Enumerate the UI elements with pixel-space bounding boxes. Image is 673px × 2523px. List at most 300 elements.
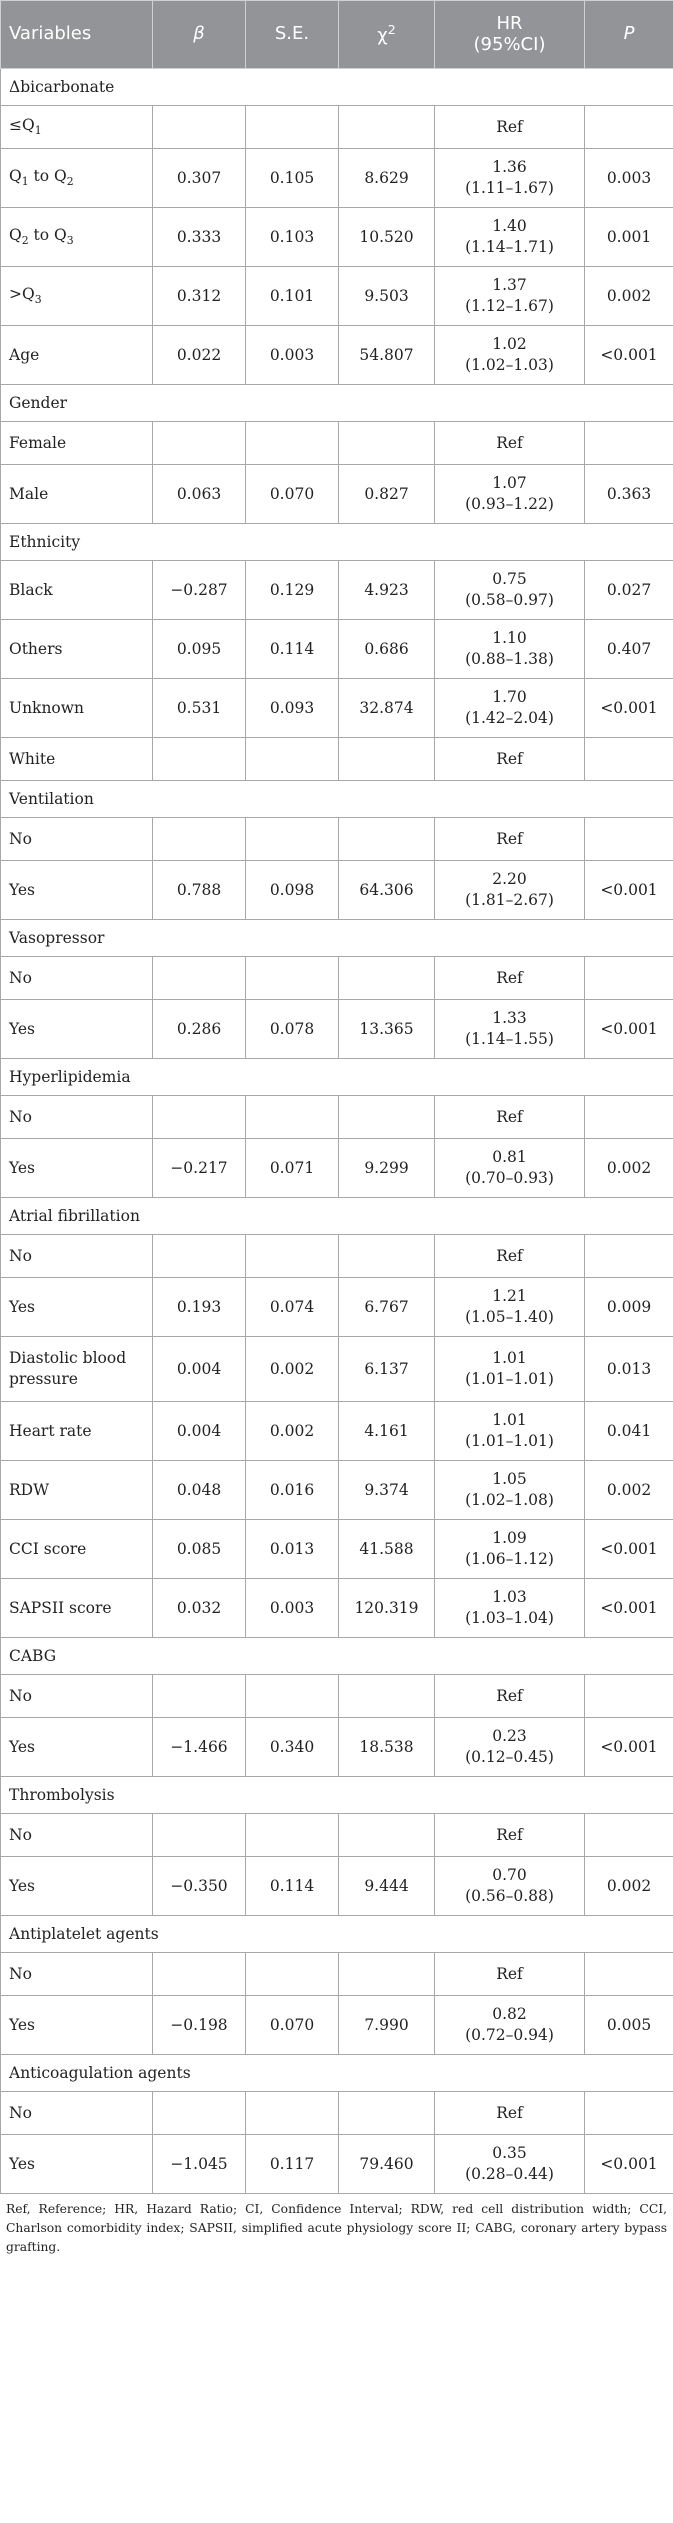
row-label: Yes [1,861,153,920]
hr-cell [435,1953,585,1996]
section-row [1,1777,673,1814]
hr-ci: (1.81–2.67) [465,891,554,909]
chi2-cell [339,957,435,1000]
table-row [1,1814,673,1857]
chi2-cell: 8.629 [339,149,435,208]
beta-cell [153,1814,246,1857]
table-row [1,106,673,149]
se-cell: 0.003 [246,326,339,385]
hr-ci: (1.05–1.40) [465,1308,554,1326]
hr-value: 1.70 [492,688,527,707]
se-cell [246,1953,339,1996]
chi2-cell: 7.990 [339,1996,435,2055]
chi2-cell: 32.874 [339,679,435,738]
section-label: Thrombolysis [1,1777,673,1814]
table-row [1,422,673,465]
section-label: Δbicarbonate [1,69,673,106]
se-cell [246,1675,339,1718]
row-label: No [1,957,153,1000]
hr-cell [435,465,585,524]
section-row [1,1198,673,1235]
chi2-cell: 9.299 [339,1139,435,1198]
hr-value: 0.23 [492,1727,527,1746]
se-cell [246,818,339,861]
hr-cell [435,1000,585,1059]
hr-value: 0.70 [492,1866,527,1885]
hr-cell [435,1857,585,1916]
hr-value: 0.35 [492,2144,527,2163]
chi2-cell [339,1235,435,1278]
se-cell: 0.117 [246,2135,339,2194]
beta-cell: 0.286 [153,1000,246,1059]
hr-value: Ref [496,829,523,848]
beta-cell: 0.788 [153,861,246,920]
p-cell: 0.013 [585,1337,673,1402]
hr-value: 0.75 [492,570,527,589]
chi2-cell: 120.319 [339,1579,435,1638]
header-chi-exponent: 2 [387,21,396,37]
hr-ci: (0.12–0.45) [465,1748,554,1766]
section-label: Atrial fibrillation [1,1198,673,1235]
beta-cell: −0.217 [153,1139,246,1198]
p-cell: <0.001 [585,1000,673,1059]
hr-value: Ref [496,1964,523,1983]
hr-value: Ref [496,117,523,136]
hr-ci: (1.02–1.08) [465,1491,554,1509]
hr-ci: (1.02–1.03) [465,356,554,374]
section-row [1,1916,673,1953]
hr-ci: (0.58–0.97) [465,591,554,609]
hr-cell [435,738,585,781]
table-row [1,1996,673,2055]
p-cell: 0.005 [585,1996,673,2055]
hr-cell [435,1996,585,2055]
hr-cell [435,1096,585,1139]
section-label: Vasopressor [1,920,673,957]
chi2-cell: 6.137 [339,1337,435,1402]
hr-value: 1.02 [492,335,527,354]
p-cell: 0.002 [585,1461,673,1520]
header-variables: Variables [1,1,153,69]
chi2-cell: 9.374 [339,1461,435,1520]
se-cell: 0.074 [246,1278,339,1337]
header-hr [435,1,585,69]
se-cell: 0.101 [246,267,339,326]
hr-ci: (0.88–1.38) [465,650,554,668]
header-beta: β [153,1,246,69]
p-cell [585,738,673,781]
beta-cell: 0.085 [153,1520,246,1579]
table-row [1,957,673,1000]
p-cell: 0.001 [585,208,673,267]
hr-value: Ref [496,749,523,768]
se-cell [246,2092,339,2135]
p-cell: 0.407 [585,620,673,679]
hr-cell [435,1337,585,1402]
table-row [1,1461,673,1520]
chi2-cell [339,1096,435,1139]
hr-value: Ref [496,2103,523,2122]
chi2-cell: 6.767 [339,1278,435,1337]
hr-value: Ref [496,968,523,987]
hr-ci: (1.12–1.67) [465,297,554,315]
table-row [1,1520,673,1579]
p-cell: <0.001 [585,326,673,385]
beta-cell: 0.193 [153,1278,246,1337]
table-row [1,267,673,326]
table-row [1,861,673,920]
row-label: Yes [1,1996,153,2055]
chi2-cell: 9.503 [339,267,435,326]
p-cell: 0.002 [585,1857,673,1916]
beta-cell: 0.022 [153,326,246,385]
row-label: Female [1,422,153,465]
section-label: Ventilation [1,781,673,818]
hr-cell [435,1139,585,1198]
table-row [1,1000,673,1059]
row-label: Age [1,326,153,385]
section-row [1,1638,673,1675]
beta-cell [153,106,246,149]
section-label: Ethnicity [1,524,673,561]
hr-cell [435,1461,585,1520]
hr-cell [435,1675,585,1718]
row-label: No [1,2092,153,2135]
section-label: Antiplatelet agents [1,1916,673,1953]
header-chi-square [339,1,435,69]
beta-cell [153,1235,246,1278]
beta-cell: 0.048 [153,1461,246,1520]
p-cell [585,818,673,861]
se-cell [246,106,339,149]
se-cell: 0.071 [246,1139,339,1198]
chi2-cell [339,2092,435,2135]
table-row [1,208,673,267]
hr-cell [435,2135,585,2194]
table-row [1,679,673,738]
se-cell: 0.002 [246,1402,339,1461]
table-row [1,818,673,861]
table-row [1,1675,673,1718]
hr-cell [435,2092,585,2135]
hr-value: 0.81 [492,1148,527,1167]
row-label: $>Q_3$ [1,267,153,326]
se-cell: 0.070 [246,1996,339,2055]
hr-ci: (1.11–1.67) [465,179,554,197]
row-label: No [1,1953,153,1996]
se-cell: 0.093 [246,679,339,738]
hr-cell [435,267,585,326]
section-row [1,2055,673,2092]
table-row [1,149,673,208]
table-row [1,1402,673,1461]
hr-cell [435,957,585,1000]
se-cell: 0.129 [246,561,339,620]
table-row [1,326,673,385]
hr-value: 1.07 [492,474,527,493]
row-label: Yes [1,2135,153,2194]
hr-value: 2.20 [492,870,527,889]
hr-cell [435,149,585,208]
p-cell [585,1953,673,1996]
chi2-cell: 10.520 [339,208,435,267]
hr-value: 1.36 [492,158,527,177]
row-label: Diastolic blood pressure [1,1337,153,1402]
table-footnote: Ref, Reference; HR, Hazard Ratio; CI, Confidence Interval; RDW, red cell distribution width; CCI, Charlson comorbidity index; SAPSII, simplified acute physiology score II; CABG, coronary artery bypass grafting. [6,2202,667,2255]
beta-cell [153,422,246,465]
row-label: Unknown [1,679,153,738]
se-cell: 0.070 [246,465,339,524]
hr-value: 1.10 [492,629,527,648]
row-label: $Q_1$ to $Q_2$ [1,149,153,208]
chi2-cell [339,1675,435,1718]
row-label: Yes [1,1857,153,1916]
row-label: Yes [1,1278,153,1337]
p-cell: 0.009 [585,1278,673,1337]
p-cell: <0.001 [585,679,673,738]
hr-value: 1.33 [492,1009,527,1028]
table-row [1,2092,673,2135]
hr-cell [435,208,585,267]
hr-ci: (1.03–1.04) [465,1609,554,1627]
hr-cell [435,861,585,920]
hr-cell [435,620,585,679]
header-hr-label: HR [496,12,523,34]
hr-ci: (0.56–0.88) [465,1887,554,1905]
row-label: Others [1,620,153,679]
hr-value: Ref [496,433,523,452]
chi2-cell: 4.161 [339,1402,435,1461]
section-label: CABG [1,1638,673,1675]
chi2-cell: 9.444 [339,1857,435,1916]
chi2-cell [339,1953,435,1996]
se-cell: 0.003 [246,1579,339,1638]
hr-cell [435,1520,585,1579]
p-cell [585,422,673,465]
hr-cell [435,1718,585,1777]
se-cell [246,1814,339,1857]
beta-cell: 0.307 [153,149,246,208]
beta-cell: 0.531 [153,679,246,738]
hr-ci: (1.01–1.01) [465,1432,554,1450]
se-cell [246,422,339,465]
hr-cell [435,1402,585,1461]
p-cell: <0.001 [585,861,673,920]
beta-cell: 0.032 [153,1579,246,1638]
hr-value: 0.82 [492,2005,527,2024]
p-cell: <0.001 [585,1579,673,1638]
table-row [1,465,673,524]
beta-cell [153,818,246,861]
section-label: Anticoagulation agents [1,2055,673,2092]
chi2-cell [339,1814,435,1857]
chi2-cell: 64.306 [339,861,435,920]
chi2-cell [339,422,435,465]
p-cell [585,957,673,1000]
hr-value: Ref [496,1686,523,1705]
se-cell [246,1096,339,1139]
beta-cell [153,738,246,781]
table-row [1,1278,673,1337]
p-cell: 0.363 [585,465,673,524]
table-row [1,1096,673,1139]
p-cell: 0.041 [585,1402,673,1461]
section-row [1,781,673,818]
hr-cell [435,818,585,861]
se-cell [246,738,339,781]
beta-cell: 0.004 [153,1402,246,1461]
hr-cell [435,422,585,465]
header-p: P [585,1,673,69]
chi2-cell [339,818,435,861]
hr-ci: (1.14–1.71) [465,238,554,256]
section-row [1,385,673,422]
hr-cell [435,1814,585,1857]
hr-ci: (0.28–0.44) [465,2165,554,2183]
chi2-cell: 0.686 [339,620,435,679]
chi2-cell: 79.460 [339,2135,435,2194]
beta-cell [153,1096,246,1139]
beta-cell: 0.063 [153,465,246,524]
hr-ci: (1.42–2.04) [465,709,554,727]
hr-cell [435,679,585,738]
hr-value: 1.37 [492,276,527,295]
hr-ci: (1.06–1.12) [465,1550,554,1568]
se-cell: 0.105 [246,149,339,208]
section-row [1,1059,673,1096]
section-label: Gender [1,385,673,422]
hr-value: Ref [496,1107,523,1126]
chi2-cell [339,738,435,781]
hr-value: 1.40 [492,217,527,236]
row-label: SAPSII score [1,1579,153,1638]
table-row [1,561,673,620]
table-row [1,1139,673,1198]
beta-cell: 0.095 [153,620,246,679]
beta-cell: 0.333 [153,208,246,267]
p-cell: <0.001 [585,1718,673,1777]
section-row [1,920,673,957]
beta-cell [153,2092,246,2135]
section-label: Hyperlipidemia [1,1059,673,1096]
row-label: White [1,738,153,781]
se-cell: 0.016 [246,1461,339,1520]
header-hr-ci: (95%CI) [473,33,546,55]
hr-ci: (1.01–1.01) [465,1370,554,1388]
se-cell: 0.013 [246,1520,339,1579]
table-row [1,1857,673,1916]
chi2-cell: 13.365 [339,1000,435,1059]
beta-cell: −0.350 [153,1857,246,1916]
hr-value: 1.21 [492,1287,527,1306]
hr-ci: (1.14–1.55) [465,1030,554,1048]
row-label: Black [1,561,153,620]
table-row [1,1953,673,1996]
p-cell: 0.027 [585,561,673,620]
chi2-cell: 41.588 [339,1520,435,1579]
beta-cell: 0.004 [153,1337,246,1402]
table-row [1,738,673,781]
hr-ci: (0.70–0.93) [465,1169,554,1187]
row-label: RDW [1,1461,153,1520]
hr-cell [435,1278,585,1337]
beta-cell: −0.198 [153,1996,246,2055]
hr-value: Ref [496,1246,523,1265]
p-cell [585,1814,673,1857]
row-label: $\le Q_1$ [1,106,153,149]
beta-cell: −1.045 [153,2135,246,2194]
hr-cell [435,326,585,385]
p-cell: <0.001 [585,2135,673,2194]
se-cell: 0.340 [246,1718,339,1777]
row-label: No [1,818,153,861]
p-cell: 0.002 [585,1139,673,1198]
chi2-cell [339,106,435,149]
hr-value: 1.01 [492,1411,527,1430]
row-label: Yes [1,1718,153,1777]
row-label: Heart rate [1,1402,153,1461]
table-row [1,2135,673,2194]
table-header-row [1,1,673,69]
row-label: Yes [1,1139,153,1198]
se-cell: 0.103 [246,208,339,267]
p-cell [585,1235,673,1278]
p-cell: 0.002 [585,267,673,326]
se-cell: 0.114 [246,1857,339,1916]
se-cell [246,957,339,1000]
row-label: No [1,1675,153,1718]
hr-value: 1.03 [492,1588,527,1607]
table-row [1,1718,673,1777]
header-se: S.E. [246,1,339,69]
hr-value: 1.05 [492,1470,527,1489]
se-cell: 0.098 [246,861,339,920]
section-row [1,69,673,106]
chi2-cell: 0.827 [339,465,435,524]
row-label: No [1,1235,153,1278]
header-chi-symbol: χ [377,24,388,46]
hr-value: Ref [496,1825,523,1844]
table-body [1,69,673,2194]
hr-cell [435,561,585,620]
beta-cell [153,1953,246,1996]
row-label: Yes [1,1000,153,1059]
table-row [1,1235,673,1278]
hr-ci: (0.72–0.94) [465,2026,554,2044]
hr-cell [435,106,585,149]
beta-cell [153,957,246,1000]
p-cell [585,2092,673,2135]
p-cell: <0.001 [585,1520,673,1579]
se-cell: 0.114 [246,620,339,679]
table-row [1,1337,673,1402]
table-row [1,620,673,679]
p-cell: 0.003 [585,149,673,208]
chi2-cell: 18.538 [339,1718,435,1777]
chi2-cell: 54.807 [339,326,435,385]
section-row [1,524,673,561]
beta-cell: −1.466 [153,1718,246,1777]
row-label: No [1,1814,153,1857]
beta-cell [153,1675,246,1718]
p-cell [585,106,673,149]
table-row [1,1579,673,1638]
row-label: $Q_2$ to $Q_3$ [1,208,153,267]
row-label: Male [1,465,153,524]
se-cell [246,1235,339,1278]
chi2-cell: 4.923 [339,561,435,620]
hr-cell [435,1235,585,1278]
